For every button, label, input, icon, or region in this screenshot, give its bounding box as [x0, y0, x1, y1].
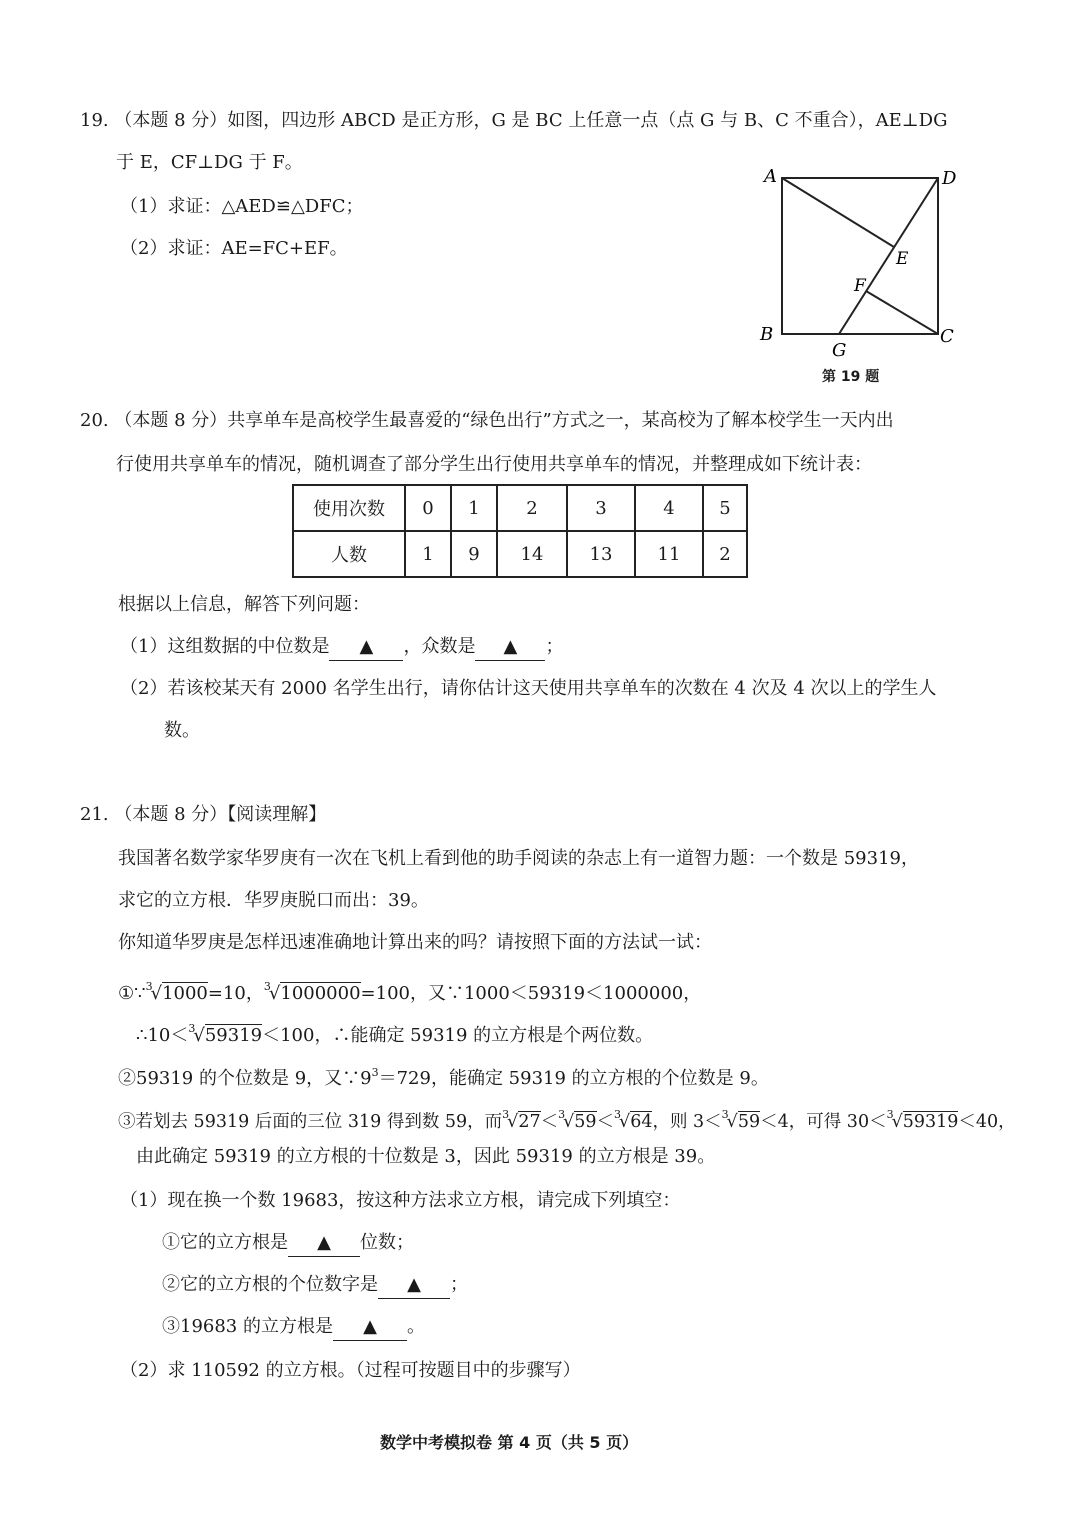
label-f: F [854, 276, 866, 296]
table-cell: 2 [703, 531, 747, 577]
root-index: 3 [145, 980, 153, 993]
text: =100，又∵1000＜59319＜1000000， [360, 983, 702, 1004]
root-index: 3 [558, 1108, 566, 1121]
answer-blank-digits[interactable]: ▲ [288, 1230, 360, 1257]
page-footer: 数学中考模拟卷 第 4 页（共 5 页） [380, 1433, 639, 1452]
table-row [293, 531, 747, 577]
answer-blank-units-digit[interactable]: ▲ [378, 1272, 450, 1299]
label-a: A [764, 166, 777, 187]
q21-para1: 我国著名数学家华罗庚有一次在飞机上看到他的助手阅读的杂志上有一道智力题：一个数是 59319， [118, 848, 919, 869]
radicand: 64 [630, 1112, 653, 1132]
row-header-people: 人数 [293, 531, 405, 577]
segment-ae [782, 178, 894, 247]
q20-part1-text-c: ； [545, 636, 564, 657]
q21-part1-i [162, 1230, 414, 1257]
radicand: 59 [737, 1112, 761, 1132]
q20-intro: 根据以上信息，解答下列问题： [118, 594, 370, 615]
q20-line2: 行使用共享单车的情况，随机调查了部分学生出行使用共享单车的情况，并整理成如下统计表： [116, 454, 872, 475]
q21-step2 [118, 1060, 769, 1092]
label-e: E [896, 249, 909, 269]
radicand: 27 [518, 1112, 541, 1132]
table-cell: 5 [703, 485, 747, 531]
label-d: D [942, 168, 957, 189]
text: ③若划去 59319 后面的三位 319 得到数 59，而 [118, 1112, 503, 1132]
usage-statistics-table [292, 484, 748, 578]
answer-blank-median[interactable]: ▲ [329, 634, 403, 661]
text: 位数； [360, 1232, 414, 1253]
q21-step3-line1: ③若划去 59319 后面的三位 319 得到数 59，而$^3$√27＜$^3$√59＜$^3$√64，则 3＜$^3$√59＜4，可得 30＜$^3$√59319＜40， [118, 1108, 1016, 1132]
root-index: 3 [614, 1108, 622, 1121]
q21-part1-ii [162, 1272, 468, 1299]
q21-line1: 21. （本题 8 分）【阅读理解】 [80, 804, 327, 825]
root-index: 3 [502, 1108, 510, 1121]
square-geometry-figure [750, 160, 970, 360]
answer-blank-cube-root[interactable]: ▲ [333, 1314, 407, 1341]
q19-line2: 于 E，CF⊥DG 于 F。 [116, 152, 303, 173]
q21-step1-line1: ①∵$^3$√1000=10，$^3$√1000000=100，又∵1000＜59319＜1000000， [118, 980, 702, 1004]
text: ＝729，能确定 59319 的立方根的个位数是 9。 [378, 1068, 769, 1089]
q21-part1-iii [162, 1314, 425, 1341]
q21-part2: （2）求 110592 的立方根。（过程可按题目中的步骤写） [120, 1360, 581, 1381]
text: ； [450, 1274, 468, 1295]
root-index: 3 [188, 1022, 196, 1035]
root-index: 3 [886, 1108, 894, 1121]
text: ②它的立方根的个位数字是 [162, 1274, 378, 1295]
table-cell: 3 [567, 485, 635, 531]
q21-para2: 求它的立方根．华罗庚脱口而出：39。 [118, 890, 429, 911]
q20-part1 [120, 634, 563, 661]
root-index: 3 [721, 1108, 729, 1121]
text: ＜ [596, 1112, 615, 1132]
table-cell: 0 [405, 485, 451, 531]
q20-part2-line2: 数。 [164, 720, 200, 741]
text: ，则 3＜ [652, 1112, 722, 1132]
figure-caption: 第 19 题 [822, 369, 880, 385]
text: ＜4，可得 30＜ [760, 1112, 887, 1132]
radicand: 59319 [204, 1025, 263, 1046]
text: ②59319 的个位数是 9，又∵9 [118, 1068, 372, 1089]
radicand: 1000000 [280, 983, 361, 1004]
exponent: 3 [371, 1066, 379, 1079]
table-cell: 1 [405, 531, 451, 577]
q20-part1-text-b: ，众数是 [403, 636, 476, 657]
q20-part2-line1: （2）若该校某天有 2000 名学生出行，请你估计这天使用共享单车的次数在 4 次及 4 次以上的学生人 [120, 678, 937, 699]
radicand: 59 [574, 1112, 597, 1132]
table-cell: 9 [451, 531, 497, 577]
square-abcd [782, 178, 938, 334]
root-index: 3 [263, 980, 271, 993]
q19-part2: （2）求证：AE=FC+EF。 [120, 238, 348, 259]
radicand: 1000 [162, 983, 208, 1004]
q19-part1: （1）求证：△AED≌△DFC； [120, 196, 364, 217]
segment-cf [866, 291, 938, 334]
row-header-usage: 使用次数 [293, 485, 405, 531]
q20-line1: 20. （本题 8 分）共享单车是高校学生最喜爱的“绿色出行”方式之一，某高校为了解本校学生一天内出 [80, 410, 894, 431]
text: =10， [207, 983, 264, 1004]
table-cell: 14 [497, 531, 567, 577]
table-row [293, 485, 747, 531]
radicand: 59319 [902, 1112, 959, 1132]
table-cell: 13 [567, 531, 635, 577]
answer-blank-mode[interactable]: ▲ [475, 634, 545, 661]
q20-part1-text-a: （1）这组数据的中位数是 [120, 636, 330, 657]
label-g: G [832, 340, 847, 360]
text: ①∵ [118, 983, 146, 1004]
table-cell: 1 [451, 485, 497, 531]
table-cell: 4 [635, 485, 703, 531]
text: ＜100，∴能确定 59319 的立方根是个两位数。 [262, 1025, 654, 1046]
text: 。 [406, 1316, 425, 1337]
table-cell: 2 [497, 485, 567, 531]
text: ＜40， [958, 1112, 1016, 1132]
text: ＜ [540, 1112, 559, 1132]
segment-dg [839, 178, 938, 334]
table-cell: 11 [635, 531, 703, 577]
text: ∴10＜ [136, 1025, 189, 1046]
label-b: B [760, 324, 774, 345]
text: ①它的立方根是 [162, 1232, 288, 1253]
label-c: C [940, 326, 954, 347]
text: ③19683 的立方根是 [162, 1316, 333, 1337]
q21-part1: （1）现在换一个数 19683，按这种方法求立方根，请完成下列填空： [120, 1190, 681, 1211]
q21-step3-line2: 由此确定 59319 的立方根的十位数是 3，因此 59319 的立方根是 39。 [136, 1146, 716, 1167]
q21-para3: 你知道华罗庚是怎样迅速准确地计算出来的吗？请按照下面的方法试一试： [118, 932, 712, 953]
q19-line1: 19. （本题 8 分）如图，四边形 ABCD 是正方形，G 是 BC 上任意一点（点 G 与 B、C 不重合），AE⊥DG [80, 110, 948, 131]
q21-step1-line2: ∴10＜$^3$√59319＜100，∴能确定 59319 的立方根是个两位数。 [136, 1022, 654, 1046]
